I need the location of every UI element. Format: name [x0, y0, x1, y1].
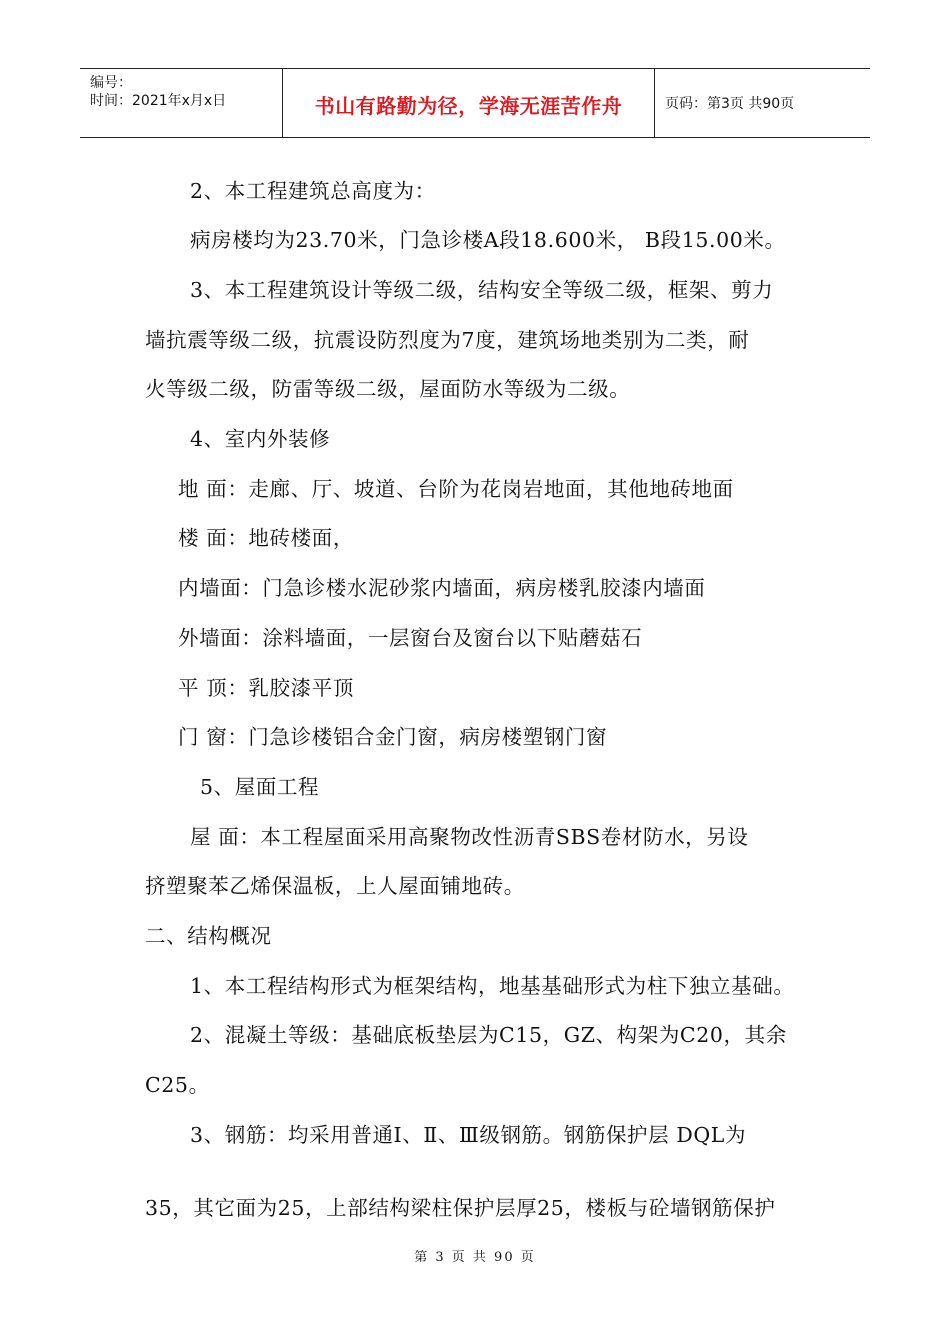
body-line: 病房楼均为23.70米，门急诊楼A段18.600米， B段15.00米。 [190, 228, 786, 252]
header-motto-cell [283, 69, 655, 137]
page-info: 页码：第3页 共90页 [665, 96, 795, 112]
body-line: 火等级二级，防雷等级二级，屋面防水等级为二级。 [145, 377, 631, 401]
body-line: 挤塑聚苯乙烯保温板，上人屋面铺地砖。 [145, 874, 525, 898]
section-heading: 二、结构概况 [145, 924, 272, 948]
header-page-cell [655, 69, 870, 137]
body-line: C25。 [145, 1073, 210, 1097]
motto: 书山有路勤为径，学海无涯苦作舟 [314, 93, 623, 118]
body-line: 平 顶：乳胶漆平顶 [178, 676, 354, 700]
body-line: 35，其它面为25，上部结构梁柱保护层厚25，楼板与砼墙钢筋保护 [145, 1196, 776, 1220]
body-line: 2、混凝土等级：基础底板垫层为C15，GZ、构架为C20，其余 [190, 1023, 787, 1047]
code-label: 编号： [90, 75, 132, 91]
body-line: 楼 面：地砖楼面， [178, 526, 354, 550]
body-line: 3、本工程建筑设计等级二级，结构安全等级二级，框架、剪力 [190, 278, 774, 302]
body-line: 屋 面：本工程屋面采用高聚物改性沥青SBS卷材防水，另设 [190, 825, 749, 849]
body-line: 1、本工程结构形式为框架结构，地基基础形式为柱下独立基础。 [190, 974, 795, 998]
body-line: 4、室内外装修 [190, 427, 331, 451]
body-line: 3、钢筋：均采用普通Ⅰ、Ⅱ、Ⅲ级钢筋。钢筋保护层 DQL为 [190, 1123, 747, 1147]
date-line: 时间：2021年x月x日 [90, 93, 227, 109]
body-line: 门 窗：门急诊楼铝合金门窗，病房楼塑钢门窗 [178, 725, 608, 749]
page-header [80, 68, 870, 138]
page-footer: 第 3 页 共 90 页 [414, 1250, 536, 1265]
body-line: 5、屋面工程 [200, 775, 320, 799]
body-line: 内墙面：门急诊楼水泥砂浆内墙面，病房楼乳胶漆内墙面 [178, 576, 706, 600]
body-line: 外墙面：涂料墙面，一层窗台及窗台以下贴蘑菇石 [178, 626, 643, 650]
header-meta [80, 69, 283, 137]
body-line: 2、本工程建筑总高度为： [190, 179, 436, 203]
body-line: 地 面：走廊、厅、坡道、台阶为花岗岩地面，其他地砖地面 [178, 477, 734, 501]
body-line: 墙抗震等级二级，抗震设防烈度为7度，建筑场地类别为二类，耐 [145, 328, 750, 352]
